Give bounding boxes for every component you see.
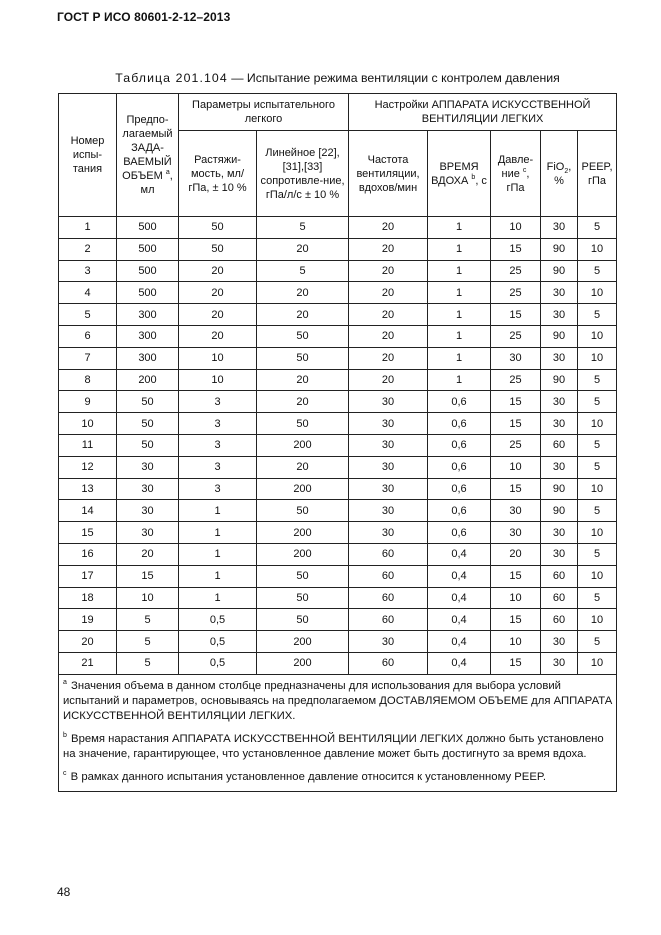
footnote-c-mark: c [63, 769, 67, 777]
header-group-test-lung: Параметры испытательного легкого [179, 94, 349, 131]
cell-fio2: 60 [541, 565, 578, 587]
cell-pressure: 30 [491, 500, 541, 522]
footnote-a [63, 679, 613, 724]
cell-test-number: 1 [59, 217, 117, 239]
cell-compliance: 20 [179, 325, 257, 347]
cell-peep: 10 [578, 282, 617, 304]
cell-resistance: 20 [257, 238, 349, 260]
cell-compliance: 50 [179, 217, 257, 239]
cell-fio2: 90 [541, 369, 578, 391]
cell-peep: 10 [578, 565, 617, 587]
cell-rate: 20 [349, 260, 428, 282]
table-row [59, 238, 617, 260]
cell-compliance: 1 [179, 500, 257, 522]
table-row [59, 522, 617, 544]
cell-test-number: 17 [59, 565, 117, 587]
cell-expected-volume: 200 [117, 369, 179, 391]
cell-inspiratory-time: 0,4 [428, 587, 491, 609]
cell-compliance: 10 [179, 369, 257, 391]
cell-rate: 60 [349, 652, 428, 674]
cell-expected-volume: 30 [117, 456, 179, 478]
header-expected-volume [117, 94, 179, 217]
page-number: 48 [57, 885, 71, 899]
header-inspiratory-time [428, 131, 491, 217]
cell-pressure: 15 [491, 304, 541, 326]
cell-fio2: 30 [541, 522, 578, 544]
cell-inspiratory-time: 1 [428, 304, 491, 326]
table-body [59, 217, 617, 675]
cell-pressure: 15 [491, 413, 541, 435]
cell-pressure: 15 [491, 238, 541, 260]
cell-pressure: 15 [491, 652, 541, 674]
cell-pressure: 15 [491, 609, 541, 631]
cell-compliance: 50 [179, 238, 257, 260]
cell-pressure: 20 [491, 543, 541, 565]
footnote-b [63, 732, 613, 762]
cell-expected-volume: 300 [117, 304, 179, 326]
footnote-mark-b: b [471, 173, 476, 181]
table-row [59, 325, 617, 347]
cell-resistance: 20 [257, 282, 349, 304]
header-test-number: Номер испы-тания [59, 94, 117, 217]
cell-inspiratory-time: 0,4 [428, 631, 491, 653]
header-expected-volume-unit: , мл [140, 170, 173, 196]
cell-expected-volume: 500 [117, 238, 179, 260]
cell-pressure: 30 [491, 347, 541, 369]
table-row [59, 500, 617, 522]
cell-inspiratory-time: 0,6 [428, 434, 491, 456]
header-fio2-unit: , % [554, 160, 572, 187]
cell-test-number: 14 [59, 500, 117, 522]
cell-peep: 5 [578, 304, 617, 326]
cell-inspiratory-time: 1 [428, 369, 491, 391]
cell-expected-volume: 50 [117, 434, 179, 456]
cell-pressure: 15 [491, 478, 541, 500]
cell-rate: 30 [349, 456, 428, 478]
cell-pressure: 25 [491, 260, 541, 282]
cell-peep: 5 [578, 391, 617, 413]
table-caption-title: — Испытание режима вентиляции с контролем давления [227, 71, 560, 85]
cell-expected-volume: 15 [117, 565, 179, 587]
cell-expected-volume: 300 [117, 325, 179, 347]
cell-pressure: 10 [491, 217, 541, 239]
footnote-c-text: В рамках данного испытания установленное давление относится к установленному PEEP. [70, 770, 547, 783]
cell-fio2: 30 [541, 391, 578, 413]
cell-fio2: 30 [541, 631, 578, 653]
footnote-a-text: Значения объема в данном столбце предназначены для использования для выбора условий испытаний и параметров, основываясь на предполагаемом ДОСТАВЛЯЕМОМ ОБЪЕМЕ для АППАРАТА ИСКУССТВЕННОЙ ВЕНТИЛЯЦИИ ЛЕГКИХ. [63, 679, 613, 722]
cell-peep: 5 [578, 456, 617, 478]
cell-inspiratory-time: 0,6 [428, 500, 491, 522]
table-row [59, 369, 617, 391]
cell-expected-volume: 500 [117, 260, 179, 282]
cell-resistance: 200 [257, 478, 349, 500]
cell-inspiratory-time: 1 [428, 282, 491, 304]
footnote-b-mark: b [63, 731, 67, 739]
cell-resistance: 5 [257, 217, 349, 239]
cell-pressure: 15 [491, 391, 541, 413]
footnote-a-mark: a [63, 678, 67, 686]
cell-test-number: 6 [59, 325, 117, 347]
table-row [59, 391, 617, 413]
header-inspiratory-time-text: ВРЕМЯ ВДОХА [431, 160, 479, 187]
cell-rate: 60 [349, 565, 428, 587]
cell-compliance: 1 [179, 587, 257, 609]
document-header: ГОСТ Р ИСО 80601-2-12–2013 [57, 10, 231, 24]
table-row [59, 609, 617, 631]
cell-compliance: 0,5 [179, 609, 257, 631]
cell-resistance: 20 [257, 304, 349, 326]
header-resistance: Линейное [22],[31],[33] сопротивле-ние, гПа/л/с ± 10 % [257, 131, 349, 217]
cell-expected-volume: 500 [117, 217, 179, 239]
footnote-mark-c: c [522, 166, 527, 174]
cell-test-number: 3 [59, 260, 117, 282]
cell-fio2: 90 [541, 325, 578, 347]
cell-expected-volume: 300 [117, 347, 179, 369]
cell-inspiratory-time: 0,4 [428, 609, 491, 631]
table-row [59, 543, 617, 565]
cell-peep: 5 [578, 260, 617, 282]
cell-rate: 20 [349, 304, 428, 326]
cell-rate: 20 [349, 347, 428, 369]
cell-test-number: 18 [59, 587, 117, 609]
header-rate: Частота вентиляции, вдохов/мин [349, 131, 428, 217]
cell-expected-volume: 5 [117, 631, 179, 653]
footnote-b-text: Время нарастания АППАРАТА ИСКУССТВЕННОЙ ВЕНТИЛЯЦИИ ЛЕГКИХ должно быть установлено на значение, гарантирующее, что установленное давление может быть достигнуто за время вдоха. [63, 732, 604, 760]
table-row [59, 652, 617, 674]
table-row [59, 347, 617, 369]
cell-compliance: 0,5 [179, 631, 257, 653]
cell-test-number: 19 [59, 609, 117, 631]
cell-resistance: 20 [257, 456, 349, 478]
cell-rate: 20 [349, 325, 428, 347]
cell-peep: 5 [578, 434, 617, 456]
cell-compliance: 3 [179, 413, 257, 435]
cell-peep: 10 [578, 238, 617, 260]
cell-inspiratory-time: 0,6 [428, 413, 491, 435]
cell-fio2: 60 [541, 609, 578, 631]
cell-inspiratory-time: 0,6 [428, 391, 491, 413]
cell-peep: 5 [578, 631, 617, 653]
cell-fio2: 90 [541, 260, 578, 282]
cell-rate: 30 [349, 413, 428, 435]
cell-rate: 30 [349, 391, 428, 413]
cell-pressure: 25 [491, 434, 541, 456]
cell-rate: 60 [349, 543, 428, 565]
cell-test-number: 8 [59, 369, 117, 391]
table-row [59, 304, 617, 326]
cell-inspiratory-time: 1 [428, 325, 491, 347]
cell-resistance: 50 [257, 565, 349, 587]
cell-compliance: 20 [179, 304, 257, 326]
cell-peep: 5 [578, 217, 617, 239]
cell-peep: 10 [578, 325, 617, 347]
cell-inspiratory-time: 0,6 [428, 522, 491, 544]
cell-compliance: 1 [179, 522, 257, 544]
header-fio2-sub: 2 [564, 167, 569, 175]
table-row [59, 478, 617, 500]
cell-pressure: 10 [491, 456, 541, 478]
cell-compliance: 1 [179, 565, 257, 587]
cell-test-number: 2 [59, 238, 117, 260]
table-row [59, 413, 617, 435]
cell-compliance: 10 [179, 347, 257, 369]
cell-test-number: 13 [59, 478, 117, 500]
cell-rate: 20 [349, 238, 428, 260]
table-row [59, 217, 617, 239]
cell-fio2: 90 [541, 500, 578, 522]
table-caption-number: Таблица 201.104 [115, 71, 228, 85]
cell-test-number: 4 [59, 282, 117, 304]
cell-rate: 30 [349, 500, 428, 522]
cell-pressure: 25 [491, 282, 541, 304]
cell-resistance: 200 [257, 652, 349, 674]
cell-resistance: 20 [257, 391, 349, 413]
header-compliance: Растяжи-мость, мл/гПа, ± 10 % [179, 131, 257, 217]
cell-peep: 5 [578, 543, 617, 565]
cell-resistance: 50 [257, 347, 349, 369]
cell-peep: 10 [578, 413, 617, 435]
cell-rate: 30 [349, 478, 428, 500]
cell-expected-volume: 5 [117, 652, 179, 674]
cell-rate: 60 [349, 609, 428, 631]
cell-resistance: 50 [257, 500, 349, 522]
cell-pressure: 10 [491, 631, 541, 653]
table-row [59, 587, 617, 609]
footnote-c [63, 770, 613, 785]
cell-pressure: 25 [491, 369, 541, 391]
header-fio2 [541, 131, 578, 217]
cell-rate: 20 [349, 217, 428, 239]
cell-peep: 10 [578, 609, 617, 631]
header-group-ventilator-settings: Настройки АППАРАТА ИСКУССТВЕННОЙ ВЕНТИЛЯЦИИ ЛЕГКИХ [349, 94, 617, 131]
table-caption [0, 71, 661, 85]
cell-test-number: 11 [59, 434, 117, 456]
cell-fio2: 90 [541, 238, 578, 260]
cell-expected-volume: 50 [117, 413, 179, 435]
cell-expected-volume: 500 [117, 282, 179, 304]
ventilation-test-table [58, 93, 617, 792]
cell-peep: 5 [578, 500, 617, 522]
table-row [59, 260, 617, 282]
header-fio2-base: FiO [546, 160, 565, 173]
table-row [59, 631, 617, 653]
cell-rate: 30 [349, 631, 428, 653]
cell-expected-volume: 10 [117, 587, 179, 609]
cell-fio2: 60 [541, 587, 578, 609]
cell-peep: 10 [578, 478, 617, 500]
cell-pressure: 25 [491, 325, 541, 347]
table-row [59, 565, 617, 587]
cell-rate: 30 [349, 434, 428, 456]
cell-expected-volume: 30 [117, 500, 179, 522]
cell-resistance: 50 [257, 413, 349, 435]
cell-compliance: 3 [179, 391, 257, 413]
cell-resistance: 5 [257, 260, 349, 282]
cell-resistance: 50 [257, 325, 349, 347]
cell-test-number: 10 [59, 413, 117, 435]
cell-fio2: 30 [541, 652, 578, 674]
cell-fio2: 30 [541, 282, 578, 304]
cell-rate: 20 [349, 369, 428, 391]
cell-compliance: 20 [179, 260, 257, 282]
header-pressure [491, 131, 541, 217]
cell-resistance: 200 [257, 522, 349, 544]
cell-inspiratory-time: 0,6 [428, 456, 491, 478]
cell-test-number: 15 [59, 522, 117, 544]
table-row [59, 282, 617, 304]
cell-fio2: 30 [541, 217, 578, 239]
cell-resistance: 20 [257, 369, 349, 391]
cell-compliance: 20 [179, 282, 257, 304]
cell-rate: 60 [349, 587, 428, 609]
cell-compliance: 0,5 [179, 652, 257, 674]
cell-test-number: 12 [59, 456, 117, 478]
cell-compliance: 3 [179, 434, 257, 456]
cell-peep: 10 [578, 522, 617, 544]
cell-pressure: 10 [491, 587, 541, 609]
cell-test-number: 7 [59, 347, 117, 369]
header-expected-volume-text: Предпо-лагаемый ЗАДА-ВАЕМЫЙ ОБЪЕМ [122, 114, 173, 182]
cell-inspiratory-time: 0,4 [428, 565, 491, 587]
cell-resistance: 200 [257, 543, 349, 565]
cell-expected-volume: 20 [117, 543, 179, 565]
cell-inspiratory-time: 1 [428, 238, 491, 260]
cell-expected-volume: 30 [117, 478, 179, 500]
cell-fio2: 30 [541, 543, 578, 565]
cell-fio2: 30 [541, 413, 578, 435]
cell-inspiratory-time: 1 [428, 217, 491, 239]
cell-test-number: 21 [59, 652, 117, 674]
cell-rate: 30 [349, 522, 428, 544]
cell-test-number: 16 [59, 543, 117, 565]
cell-test-number: 9 [59, 391, 117, 413]
cell-fio2: 30 [541, 347, 578, 369]
cell-resistance: 200 [257, 434, 349, 456]
cell-fio2: 90 [541, 478, 578, 500]
cell-peep: 10 [578, 652, 617, 674]
cell-inspiratory-time: 0,4 [428, 652, 491, 674]
cell-pressure: 15 [491, 565, 541, 587]
cell-fio2: 30 [541, 304, 578, 326]
cell-test-number: 5 [59, 304, 117, 326]
header-inspiratory-time-unit: , с [475, 174, 487, 187]
cell-inspiratory-time: 1 [428, 260, 491, 282]
cell-peep: 10 [578, 347, 617, 369]
cell-expected-volume: 5 [117, 609, 179, 631]
cell-pressure: 30 [491, 522, 541, 544]
cell-test-number: 20 [59, 631, 117, 653]
header-pressure-unit: , гПа [506, 167, 530, 194]
footnotes-cell [59, 674, 617, 791]
cell-inspiratory-time: 1 [428, 347, 491, 369]
cell-peep: 5 [578, 587, 617, 609]
cell-fio2: 30 [541, 456, 578, 478]
header-peep: PEEP, гПа [578, 131, 617, 217]
cell-rate: 20 [349, 282, 428, 304]
cell-expected-volume: 50 [117, 391, 179, 413]
cell-peep: 5 [578, 369, 617, 391]
cell-resistance: 200 [257, 631, 349, 653]
cell-resistance: 50 [257, 587, 349, 609]
cell-inspiratory-time: 0,4 [428, 543, 491, 565]
cell-inspiratory-time: 0,6 [428, 478, 491, 500]
cell-fio2: 60 [541, 434, 578, 456]
cell-compliance: 3 [179, 478, 257, 500]
table-row [59, 434, 617, 456]
cell-resistance: 50 [257, 609, 349, 631]
header-pressure-text: Давле-ние [497, 153, 534, 180]
cell-expected-volume: 30 [117, 522, 179, 544]
cell-compliance: 1 [179, 543, 257, 565]
table-row [59, 456, 617, 478]
cell-compliance: 3 [179, 456, 257, 478]
footnote-mark-a: a [165, 169, 170, 176]
